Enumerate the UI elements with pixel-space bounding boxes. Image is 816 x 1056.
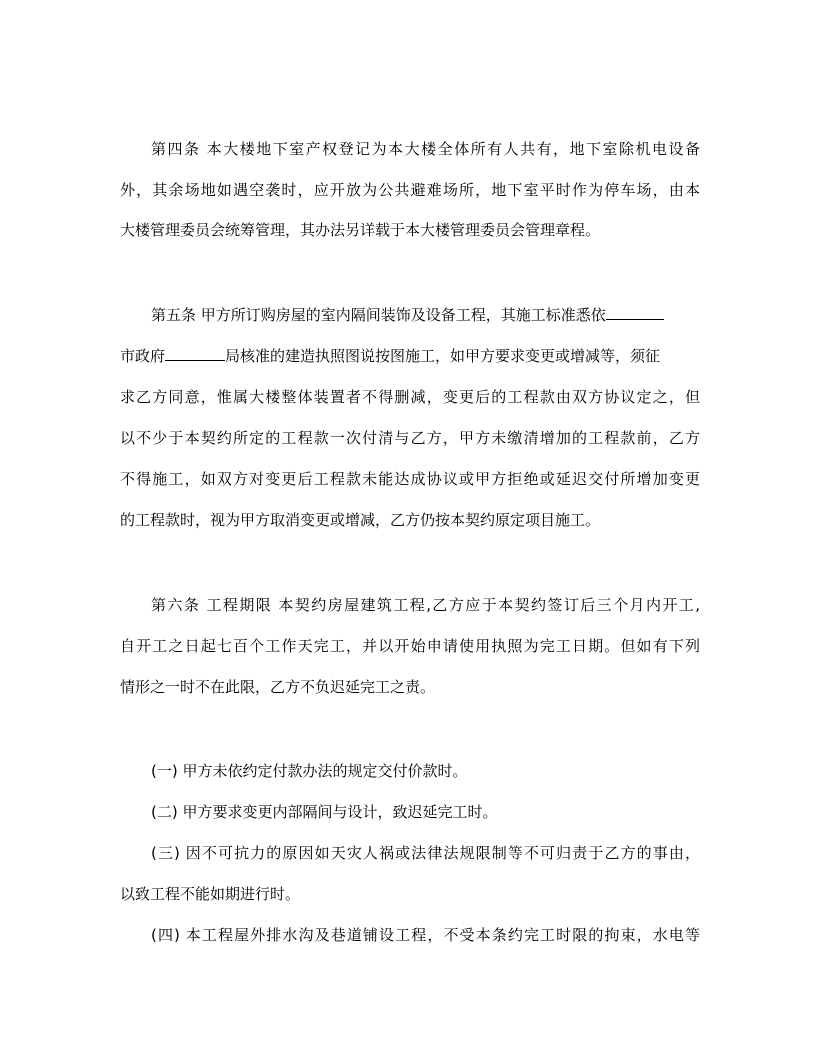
article5-line3: 求乙方同意，惟属大楼整体装置者不得删减，变更后的工程款由双方协议定之，但 [120,388,700,406]
article5-line1-text: 第五条 甲方所订购房屋的室内隔间装饰及设备工程，其施工标准悉依 [151,306,606,324]
article5-line2-text: 局核准的建造执照图说按图施工，如甲方要求变更或增减等，须征 [225,347,661,365]
article4-line3: 大楼管理委员会统筹管理，其办法另详载于本大楼管理委员会管理章程。 [120,221,601,239]
condition-item-4: (四) 本工程屋外排水沟及巷道铺设工程，不受本条约完工时限的拘束，水电等 [151,926,700,944]
condition-item-2: (二) 甲方要求变更内部隔间与设计，致迟延完工时。 [151,803,498,821]
fill-blank-city [606,305,664,320]
article5-line2-prefix: 市政府 [120,347,166,365]
condition-item-1: (一) 甲方未依约定付款办法的规定交付价款时。 [151,762,468,780]
fill-blank-bureau [165,346,225,361]
article5-line5: 不得施工，如双方对变更后工程款未能达成协议或甲方拒绝或延迟交付所增加变更 [120,470,700,488]
article4-line1: 第四条 本大楼地下室产权登记为本大楼全体所有人共有，地下室除机电设备 [151,140,700,158]
article4-line2: 外，其余场地如遇空袭时，应开放为公共避难场所，地下室平时作为停车场，由本 [120,181,700,199]
article5-line6: 的工程款时，视为甲方取消变更或增减，乙方仍按本契约原定项目施工。 [120,511,601,529]
article5-line2 [120,346,700,366]
article5-line4: 以不少于本契约所定的工程款一次付清与乙方，甲方未缴清增加的工程款前，乙方 [120,429,700,447]
article6-line1: 第六条 工程期限 本契约房屋建筑工程,乙方应于本契约签订后三个月内开工, [151,596,700,614]
condition-item-3-continued: 以致工程不能如期进行时。 [120,885,301,903]
article5-line1 [151,305,700,325]
article6-line2: 自开工之日起七百个工作天完工，并以开始申请使用执照为完工日期。但如有下列 [120,637,700,655]
condition-item-3: (三) 因不可抗力的原因如天灾人祸或法律法规限制等不可归责于乙方的事由， [151,844,700,862]
article6-line3: 情形之一时不在此限，乙方不负迟延完工之责。 [120,678,436,696]
